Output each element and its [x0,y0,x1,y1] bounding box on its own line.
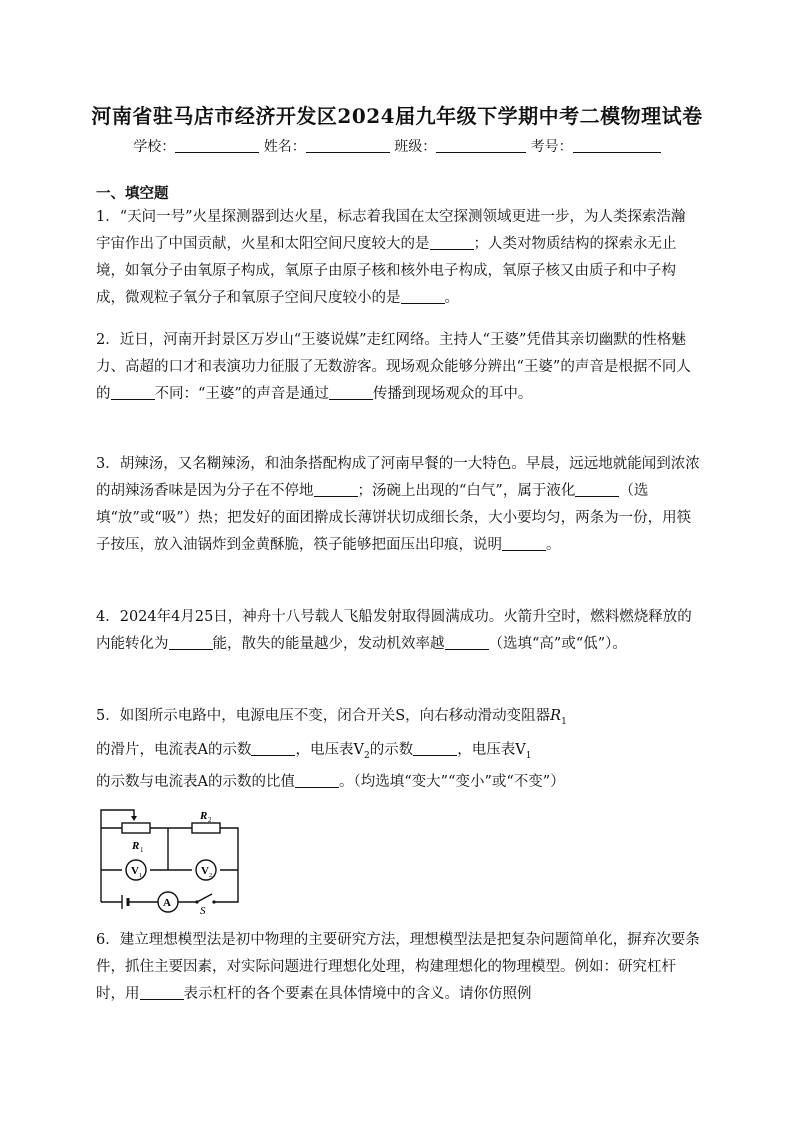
name-label: 姓名： [263,139,306,155]
q5-text-1: 5．如图所示电路中，电源电压不变，闭合开关S，向右移动滑动变阻器 [96,708,551,724]
class-field[interactable] [436,138,526,153]
name-field[interactable] [306,138,390,153]
r2-sub: 2 [208,816,212,824]
question-5-line-2 [96,740,531,766]
v2-sub: 2 [209,872,213,879]
q3-text-1: 3．胡辣汤，又名糊辣汤，和油条搭配构成了河南早餐的一大特色。早晨，远远地就能闻到浓浓的胡辣汤香味是因为分子在不停地 [96,456,700,499]
q1-blank-2[interactable] [401,288,445,304]
wire-right [214,828,238,902]
number-label: 考号： [530,139,573,155]
q2-text-2: 不同：“王婆”的声音是通过 [154,386,329,402]
r1-sub: 1 [140,846,144,854]
q5-text-2d: ，电压表V [457,742,526,758]
q1-text-3: 。 [444,290,459,306]
q5-blank-1[interactable] [251,740,295,756]
q5-v2-sub: 2 [363,750,370,761]
q4-blank-1[interactable] [169,634,213,650]
q4-text-3: （选填“高”或“低”）。 [488,636,627,652]
school-label: 学校： [133,139,176,155]
q6-text-1: 6．建立理想模型法是初中物理的主要研究方法，理想模型法是把复杂问题简单化，摒弃次要条件，抓住主要因素，对实际问题进行理想化处理，构建理想化的物理模型。例如：研究杠杆时，用 [96,932,700,1002]
school-field[interactable] [175,138,259,153]
switch-lever [197,894,212,902]
question-3 [96,451,700,559]
slider-arrow-icon [131,816,137,821]
q4-text-1: 4．2024年4月25日，神舟十八号载人飞船发射取得圆满成功。火箭升空时，燃料燃烧释放的内能转化为 [96,609,692,652]
q2-blank-1[interactable] [111,384,155,400]
q4-text-2: 能，散失的能量越少，发动机效率越 [212,636,445,652]
q6-text-2: 表示杠杆的各个要素在具体情境中的含义。请你仿照例 [183,986,532,1002]
student-info-row [0,136,794,156]
v1-sub: 1 [139,872,143,879]
class-label: 班级： [394,139,437,155]
q4-blank-2[interactable] [445,634,489,650]
q6-blank-1[interactable] [140,984,184,1000]
q5-text-3b: 。（均选填“变大”“变小”或“不变”） [338,774,565,790]
resistor-r2 [192,823,220,833]
q5-text-2b: ，电压表V [295,742,364,758]
v1-label: V [131,865,139,877]
q1-text-1: 1．“天问一号”火星探测器到达火星，标志着我国在太空探测领域更进一步，为人类探索浩瀚宇宙作出了中国贡献，火星和太阳空间尺度较大的是 [96,209,686,252]
q2-blank-2[interactable] [329,384,373,400]
q3-text-2: ；汤碗上出现的“白气”，属于液化 [357,483,576,499]
q1-text-2: ；人类对物质结构的探索永无止境，如氧分子由氧原子构成，氧原子由原子核和核外电子构成，氧原子核又由质子和中子构成，微观粒子氧分子和氧原子空间尺度较小的是 [96,236,677,306]
q2-text-1: 2．近日，河南开封景区万岁山“王婆说媒”走红网络。主持人“王婆”凭借其亲切幽默的性格魅力、高超的口才和表演功力征服了无数游客。现场观众能够分辨出“王婆”的声音是根据不同人的 [96,332,691,402]
ammeter-label: A [163,897,171,909]
switch-contact [212,900,215,903]
q1-blank-1[interactable] [430,234,474,250]
question-5-line-3 [96,772,565,792]
question-5-line-1 [96,706,567,732]
section-heading: 一、填空题 [96,185,169,202]
r1-label: R [132,840,140,852]
exam-title: 河南省驻马店市经济开发区2024届九年级下学期中考二模物理试卷 [91,104,703,128]
question-4 [96,604,700,658]
resistor-r1 [122,823,150,833]
question-1 [96,204,700,312]
q3-text-3: （选填“放”或“吸”）热；把发好的面团擀成长薄饼状切成细长条，大小要均匀，两条为一份，用筷子按压，放入油锅炸到金黄酥脆，筷子能够把面压出印痕，说明 [96,483,692,553]
q5-r1-sub: 1 [561,716,567,727]
q3-blank-2[interactable] [575,481,619,497]
switch-label: S [200,905,206,914]
q3-blank-3[interactable] [502,535,546,551]
v2-label: V [201,865,209,877]
q5-text-3a: 的示数与电流表A的示数的比值 [96,774,295,790]
q2-text-3: 传播到现场观众的耳中。 [372,386,533,402]
q3-blank-1[interactable] [314,481,358,497]
q5-blank-2[interactable] [413,740,457,756]
q5-text-2c: 的示数 [369,742,414,758]
circuit-diagram [96,806,246,914]
number-field[interactable] [573,138,661,153]
question-6 [96,927,700,1008]
question-2 [96,327,700,408]
q5-v1-sub: 1 [525,750,532,761]
slider-wire [101,810,134,870]
r2-label: R [200,810,208,822]
q5-blank-3[interactable] [295,772,339,788]
q5-text-2a: 的滑片，电流表A的示数 [96,742,252,758]
q3-text-4: 。 [546,537,561,553]
q5-r1-symbol: R [550,708,562,724]
